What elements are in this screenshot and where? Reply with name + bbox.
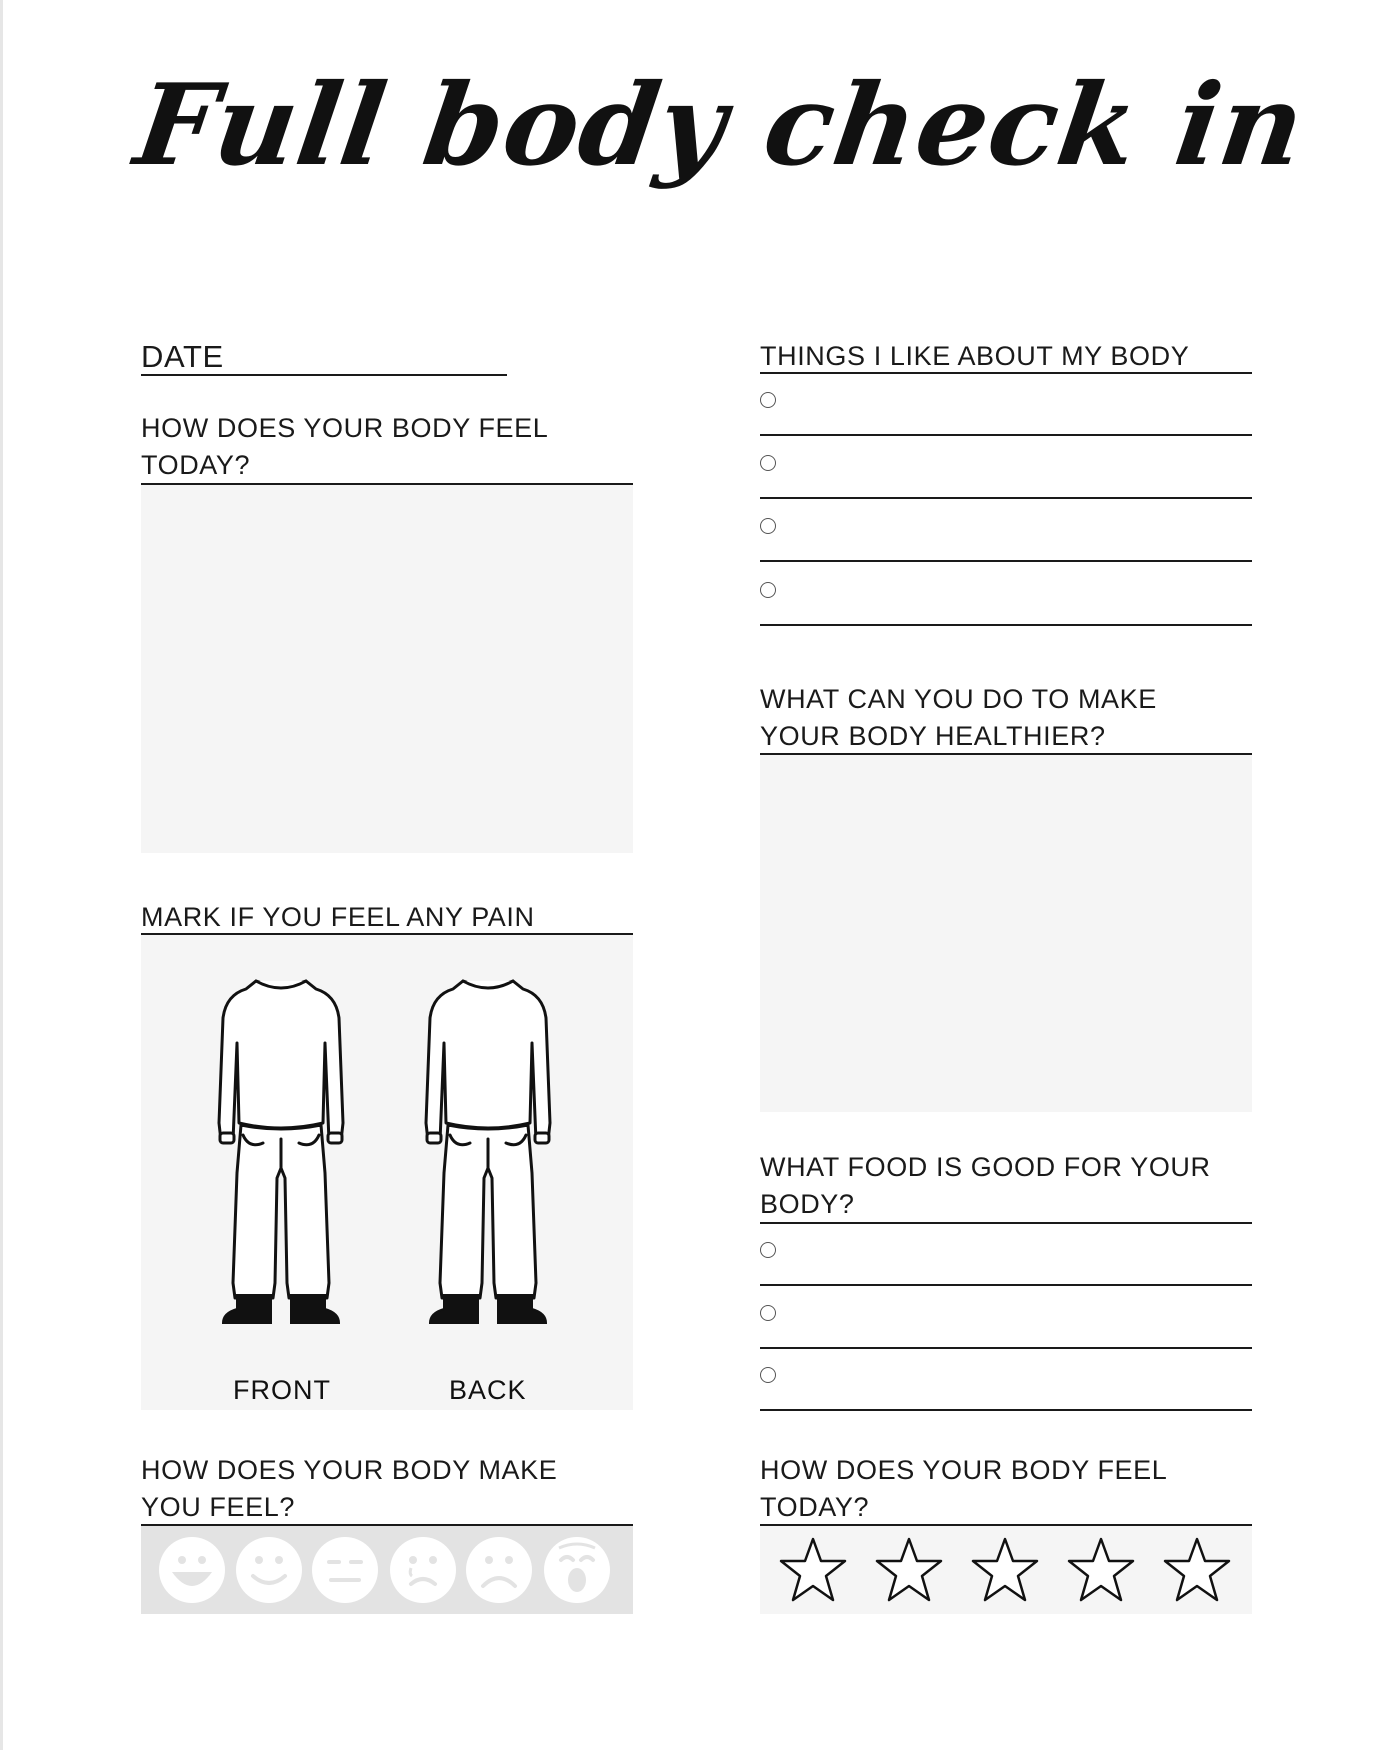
like-item-4[interactable] bbox=[760, 564, 1252, 626]
healthier-writing-area[interactable] bbox=[760, 755, 1252, 1112]
page-title: Full body check in bbox=[128, 60, 1313, 191]
like-label: THINGS I LIKE ABOUT MY BODY bbox=[760, 341, 1190, 371]
back-caption: BACK bbox=[449, 1375, 527, 1405]
rating-label bbox=[760, 1452, 1167, 1526]
like-item-1[interactable] bbox=[760, 374, 1252, 436]
healthier-label-line2: YOUR BODY HEALTHIER? bbox=[760, 721, 1106, 751]
star-icon-2[interactable] bbox=[874, 1536, 944, 1604]
feel-today-label-line1: HOW DOES YOUR BODY FEEL bbox=[141, 413, 549, 443]
make-feel-label bbox=[141, 1452, 557, 1526]
make-feel-label-line2: YOU FEEL? bbox=[141, 1492, 295, 1522]
like-item-3-bullet-icon[interactable] bbox=[760, 518, 776, 534]
like-item-3[interactable] bbox=[760, 500, 1252, 562]
like-item-4-line bbox=[760, 624, 1252, 626]
rating-label-line1: HOW DOES YOUR BODY FEEL bbox=[760, 1455, 1168, 1485]
food-item-3[interactable] bbox=[760, 1349, 1252, 1411]
body-back-figure[interactable] bbox=[418, 973, 558, 1338]
like-item-3-line bbox=[760, 560, 1252, 562]
food-item-2-bullet-icon[interactable] bbox=[760, 1305, 776, 1321]
shocked-face-icon[interactable] bbox=[543, 1536, 611, 1604]
body-front-figure[interactable] bbox=[211, 973, 351, 1338]
feel-today-label bbox=[141, 410, 548, 484]
star-icon-1[interactable] bbox=[778, 1536, 848, 1604]
star-rating-strip bbox=[760, 1526, 1252, 1614]
page-edge bbox=[0, 0, 3, 1750]
healthier-label bbox=[760, 681, 1157, 755]
like-item-2-line bbox=[760, 497, 1252, 499]
like-item-1-line bbox=[760, 434, 1252, 436]
food-label bbox=[760, 1149, 1211, 1223]
food-item-2[interactable] bbox=[760, 1287, 1252, 1349]
food-label-line2: BODY? bbox=[760, 1189, 855, 1219]
rating-label-line2: TODAY? bbox=[760, 1492, 870, 1522]
like-item-4-bullet-icon[interactable] bbox=[760, 582, 776, 598]
mood-faces-strip bbox=[141, 1526, 633, 1614]
star-icon-5[interactable] bbox=[1162, 1536, 1232, 1604]
like-item-1-bullet-icon[interactable] bbox=[760, 392, 776, 408]
sad-face-icon[interactable] bbox=[389, 1536, 457, 1604]
like-item-2[interactable] bbox=[760, 437, 1252, 499]
date-field-line[interactable] bbox=[141, 374, 507, 376]
make-feel-label-line1: HOW DOES YOUR BODY MAKE bbox=[141, 1455, 558, 1485]
smiling-face-icon[interactable] bbox=[235, 1536, 303, 1604]
like-item-2-bullet-icon[interactable] bbox=[760, 455, 776, 471]
food-item-1-bullet-icon[interactable] bbox=[760, 1242, 776, 1258]
star-icon-4[interactable] bbox=[1066, 1536, 1136, 1604]
food-item-1-line bbox=[760, 1284, 1252, 1286]
healthier-label-line1: WHAT CAN YOU DO TO MAKE bbox=[760, 684, 1157, 714]
front-caption: FRONT bbox=[233, 1375, 331, 1405]
date-label: DATE bbox=[141, 339, 224, 374]
food-item-1[interactable] bbox=[760, 1224, 1252, 1286]
food-item-3-line bbox=[760, 1409, 1252, 1411]
frowning-face-icon[interactable] bbox=[465, 1536, 533, 1604]
grinning-face-icon[interactable] bbox=[158, 1536, 226, 1604]
pain-body-map-area[interactable] bbox=[141, 935, 633, 1410]
feel-today-writing-area[interactable] bbox=[141, 485, 633, 853]
star-icon-3[interactable] bbox=[970, 1536, 1040, 1604]
food-item-3-bullet-icon[interactable] bbox=[760, 1367, 776, 1383]
food-label-line1: WHAT FOOD IS GOOD FOR YOUR bbox=[760, 1152, 1211, 1182]
pain-label: MARK IF YOU FEEL ANY PAIN bbox=[141, 902, 535, 932]
neutral-face-icon[interactable] bbox=[311, 1536, 379, 1604]
feel-today-label-line2: TODAY? bbox=[141, 450, 251, 480]
